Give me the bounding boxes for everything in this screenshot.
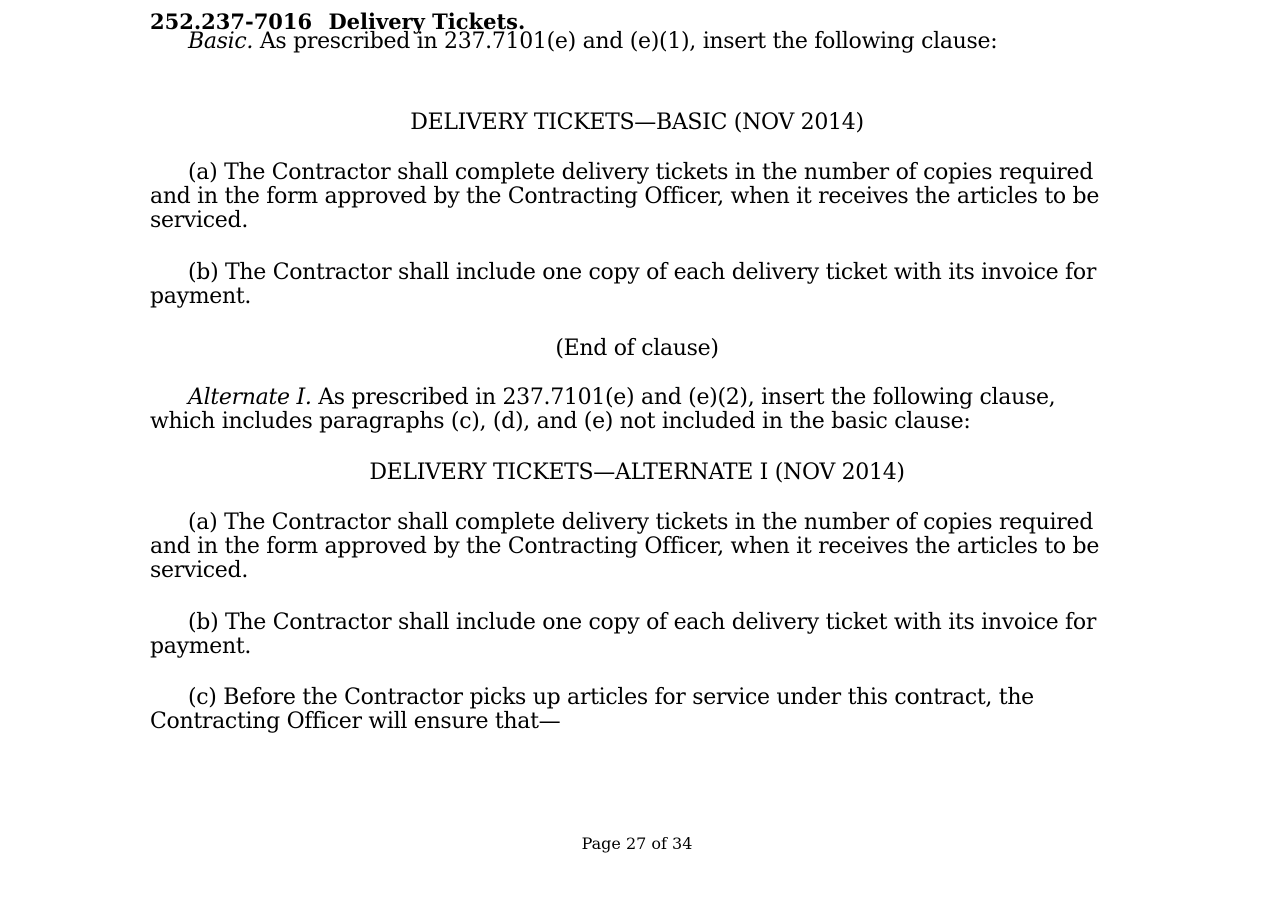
basic-clause-title: DELIVERY TICKETS—BASIC (NOV 2014) — [410, 110, 864, 135]
alternate-intro-text: As prescribed in 237.7101(e) and (e)(2), insert the following clause, which includes paragraphs (c), (d), and (e) not included in the basic clause: — [150, 385, 1056, 434]
alternate-label: Alternate I. — [188, 385, 312, 410]
end-of-clause: (End of clause) — [555, 336, 719, 361]
basic-intro-text: As prescribed in 237.7101(e) and (e)(1), insert the following clause: — [253, 29, 998, 54]
section-number: 252.237-7016 — [150, 9, 313, 34]
basic-paragraph-a: (a) The Contractor shall complete delivery tickets in the number of copies required and in the form approved by the Contracting Officer, when it receives the articles to be serviced. — [150, 160, 1100, 233]
alternate-intro-paragraph — [150, 386, 1110, 434]
basic-label: Basic. — [188, 29, 254, 54]
section-title: Delivery Tickets. — [328, 9, 526, 34]
basic-intro-paragraph — [150, 30, 1110, 54]
alternate-paragraph-c: (c) Before the Contractor picks up articles for service under this contract, the Contracting Officer will ensure that— — [150, 685, 1034, 734]
document-page — [150, 0, 1110, 920]
alternate-paragraph-a: (a) The Contractor shall complete delivery tickets in the number of copies required and in the form approved by the Contracting Officer, when it receives the articles to be serviced. — [150, 510, 1100, 583]
alternate-paragraph-b: (b) The Contractor shall include one copy of each delivery ticket with its invoice for payment. — [150, 610, 1097, 659]
basic-paragraph-b: (b) The Contractor shall include one copy of each delivery ticket with its invoice for payment. — [150, 260, 1097, 309]
alternate-clause-title: DELIVERY TICKETS—ALTERNATE I (NOV 2014) — [369, 460, 905, 485]
page-number: Page 27 of 34 — [581, 834, 693, 853]
